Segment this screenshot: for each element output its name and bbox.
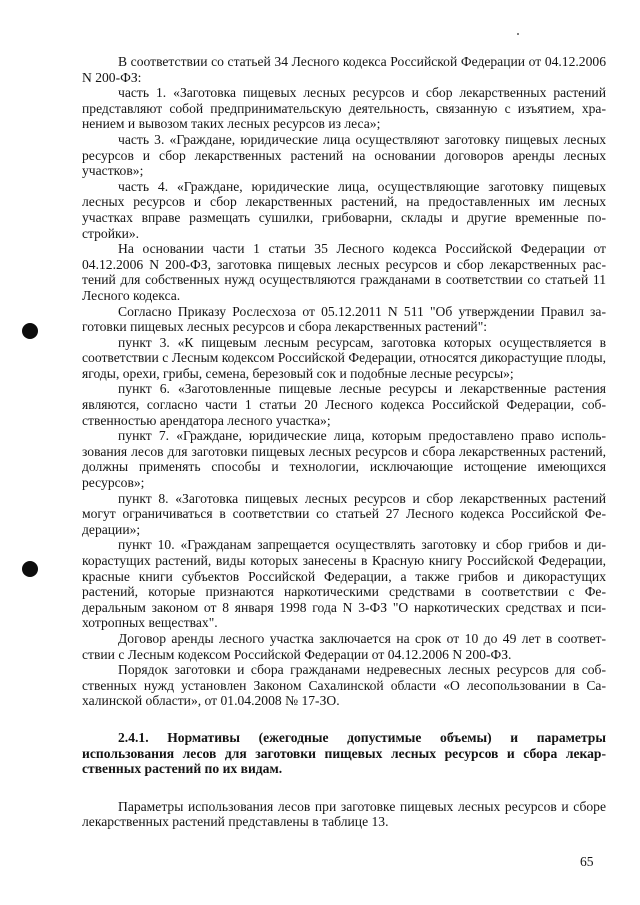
paragraph-intro: В соответствии со статьей 34 Лесного кодекса Российской Федерации от 04.12.2006 N 200-ФЗ: [82,54,606,85]
paragraph-item-8: пункт 8. «Заготовка пищевых лесных ресурсов и сбор лекарственных растений могут ограничиваться в соответствии со статьей 27 Лесного кодекса Российской Федерации»; [82,490,606,537]
paragraph-article-35: На основании части 1 статьи 35 Лесного кодекса Российской Федерации от 04.12.2006 N 200-ФЗ, заготовка пищевых лесных ресурсов и сбор лекарственных растений для собственных нужд осуществляются гражданами в соответствии со статьей 11 Лесного кодекса. [82,241,606,303]
paragraph-part-1: часть 1. «Заготовка пищевых лесных ресурсов и сбор лекарственных растений представляют собой предпринимательскую деятельность, связанную с изъятием, хранением и вывозом таких лесных ресурсов из леса»; [82,85,606,132]
paragraph-item-3: пункт 3. «К пищевым лесным ресурсам, заготовка которых осуществляется в соответствии с Лесным кодексом Российской Федерации, относятся дикорастущие плоды, ягоды, орехи, грибы, семена, березовый сок и подобные лесные ресурсы»; [82,334,606,381]
page-number: 65 [580,854,594,869]
scan-speck [517,33,519,35]
paragraph-part-3: часть 3. «Граждане, юридические лица осуществляют заготовку пищевых лесных ресурсов и сбор лекарственных растений на основании договоров аренды лесных участков»; [82,131,606,179]
paragraph-item-10: пункт 10. «Гражданам запрещается осуществлять заготовку и сбор грибов и дикорастущих растений, виды которых занесены в Красную книгу Российской Федерации, красные книги субъектов Российской Федерации, а также грибов и дикорастущих растений, которые признаются наркотическими средствами в соответствии с Федеральным законом от 8 января 1998 года N 3-ФЗ "О наркотических средствах и психотропных веществах". [82,537,606,631]
paragraph-item-6: пункт 6. «Заготовленные пищевые лесные ресурсы и лекарственные растения являются, согласно части 1 статьи 20 Лесного кодекса Российской Федерации, собственностью арендатора лесного участка»; [82,381,606,428]
document-body [82,54,606,830]
paragraph-table-reference: Параметры использования лесов при заготовке пищевых лесных ресурсов и сборе лекарственных растений представлены в таблице 13. [82,798,606,830]
paragraph-procedure: Порядок заготовки и сбора гражданами недревесных лесных ресурсов для собственных нужд установлен Законом Сахалинской области «О лесопользовании в Сахалинской области», от 01.04.2008 № 17-ЗО. [82,662,606,709]
paragraph-order-511: Согласно Приказу Рослесхоза от 05.12.2011 N 511 "Об утверждении Правил заготовки пищевых лесных ресурсов и сбора лекарственных растений": [82,303,606,335]
paragraph-part-4: часть 4. «Граждане, юридические лица, осуществляющие заготовку пищевых лесных ресурсов и сбор лекарственных растений, на предоставленных им лесных участках вправе размещать сушилки, грибоварни, склады и другие временные постройки». [82,178,606,241]
binder-hole-top [22,323,38,339]
section-heading: 2.4.1. Нормативы (ежегодные допустимые объемы) и параметры использования лесов для заготовки пищевых лесных ресурсов и сбора лекарственных растений по их видам. [82,729,606,777]
binder-hole-bottom [22,561,38,577]
paragraph-item-7: пункт 7. «Граждане, юридические лица, которым предоставлено право использования лесов для заготовки пищевых лесных ресурсов и сбора лекарственных растений, должны применять способы и технологии, исключающие истощение имеющихся ресурсов»; [82,428,606,491]
paragraph-lease-term: Договор аренды лесного участка заключается на срок от 10 до 49 лет в соответствии с Лесным кодексом Российской Федерации от 04.12.2006 N 200-ФЗ. [82,630,606,662]
